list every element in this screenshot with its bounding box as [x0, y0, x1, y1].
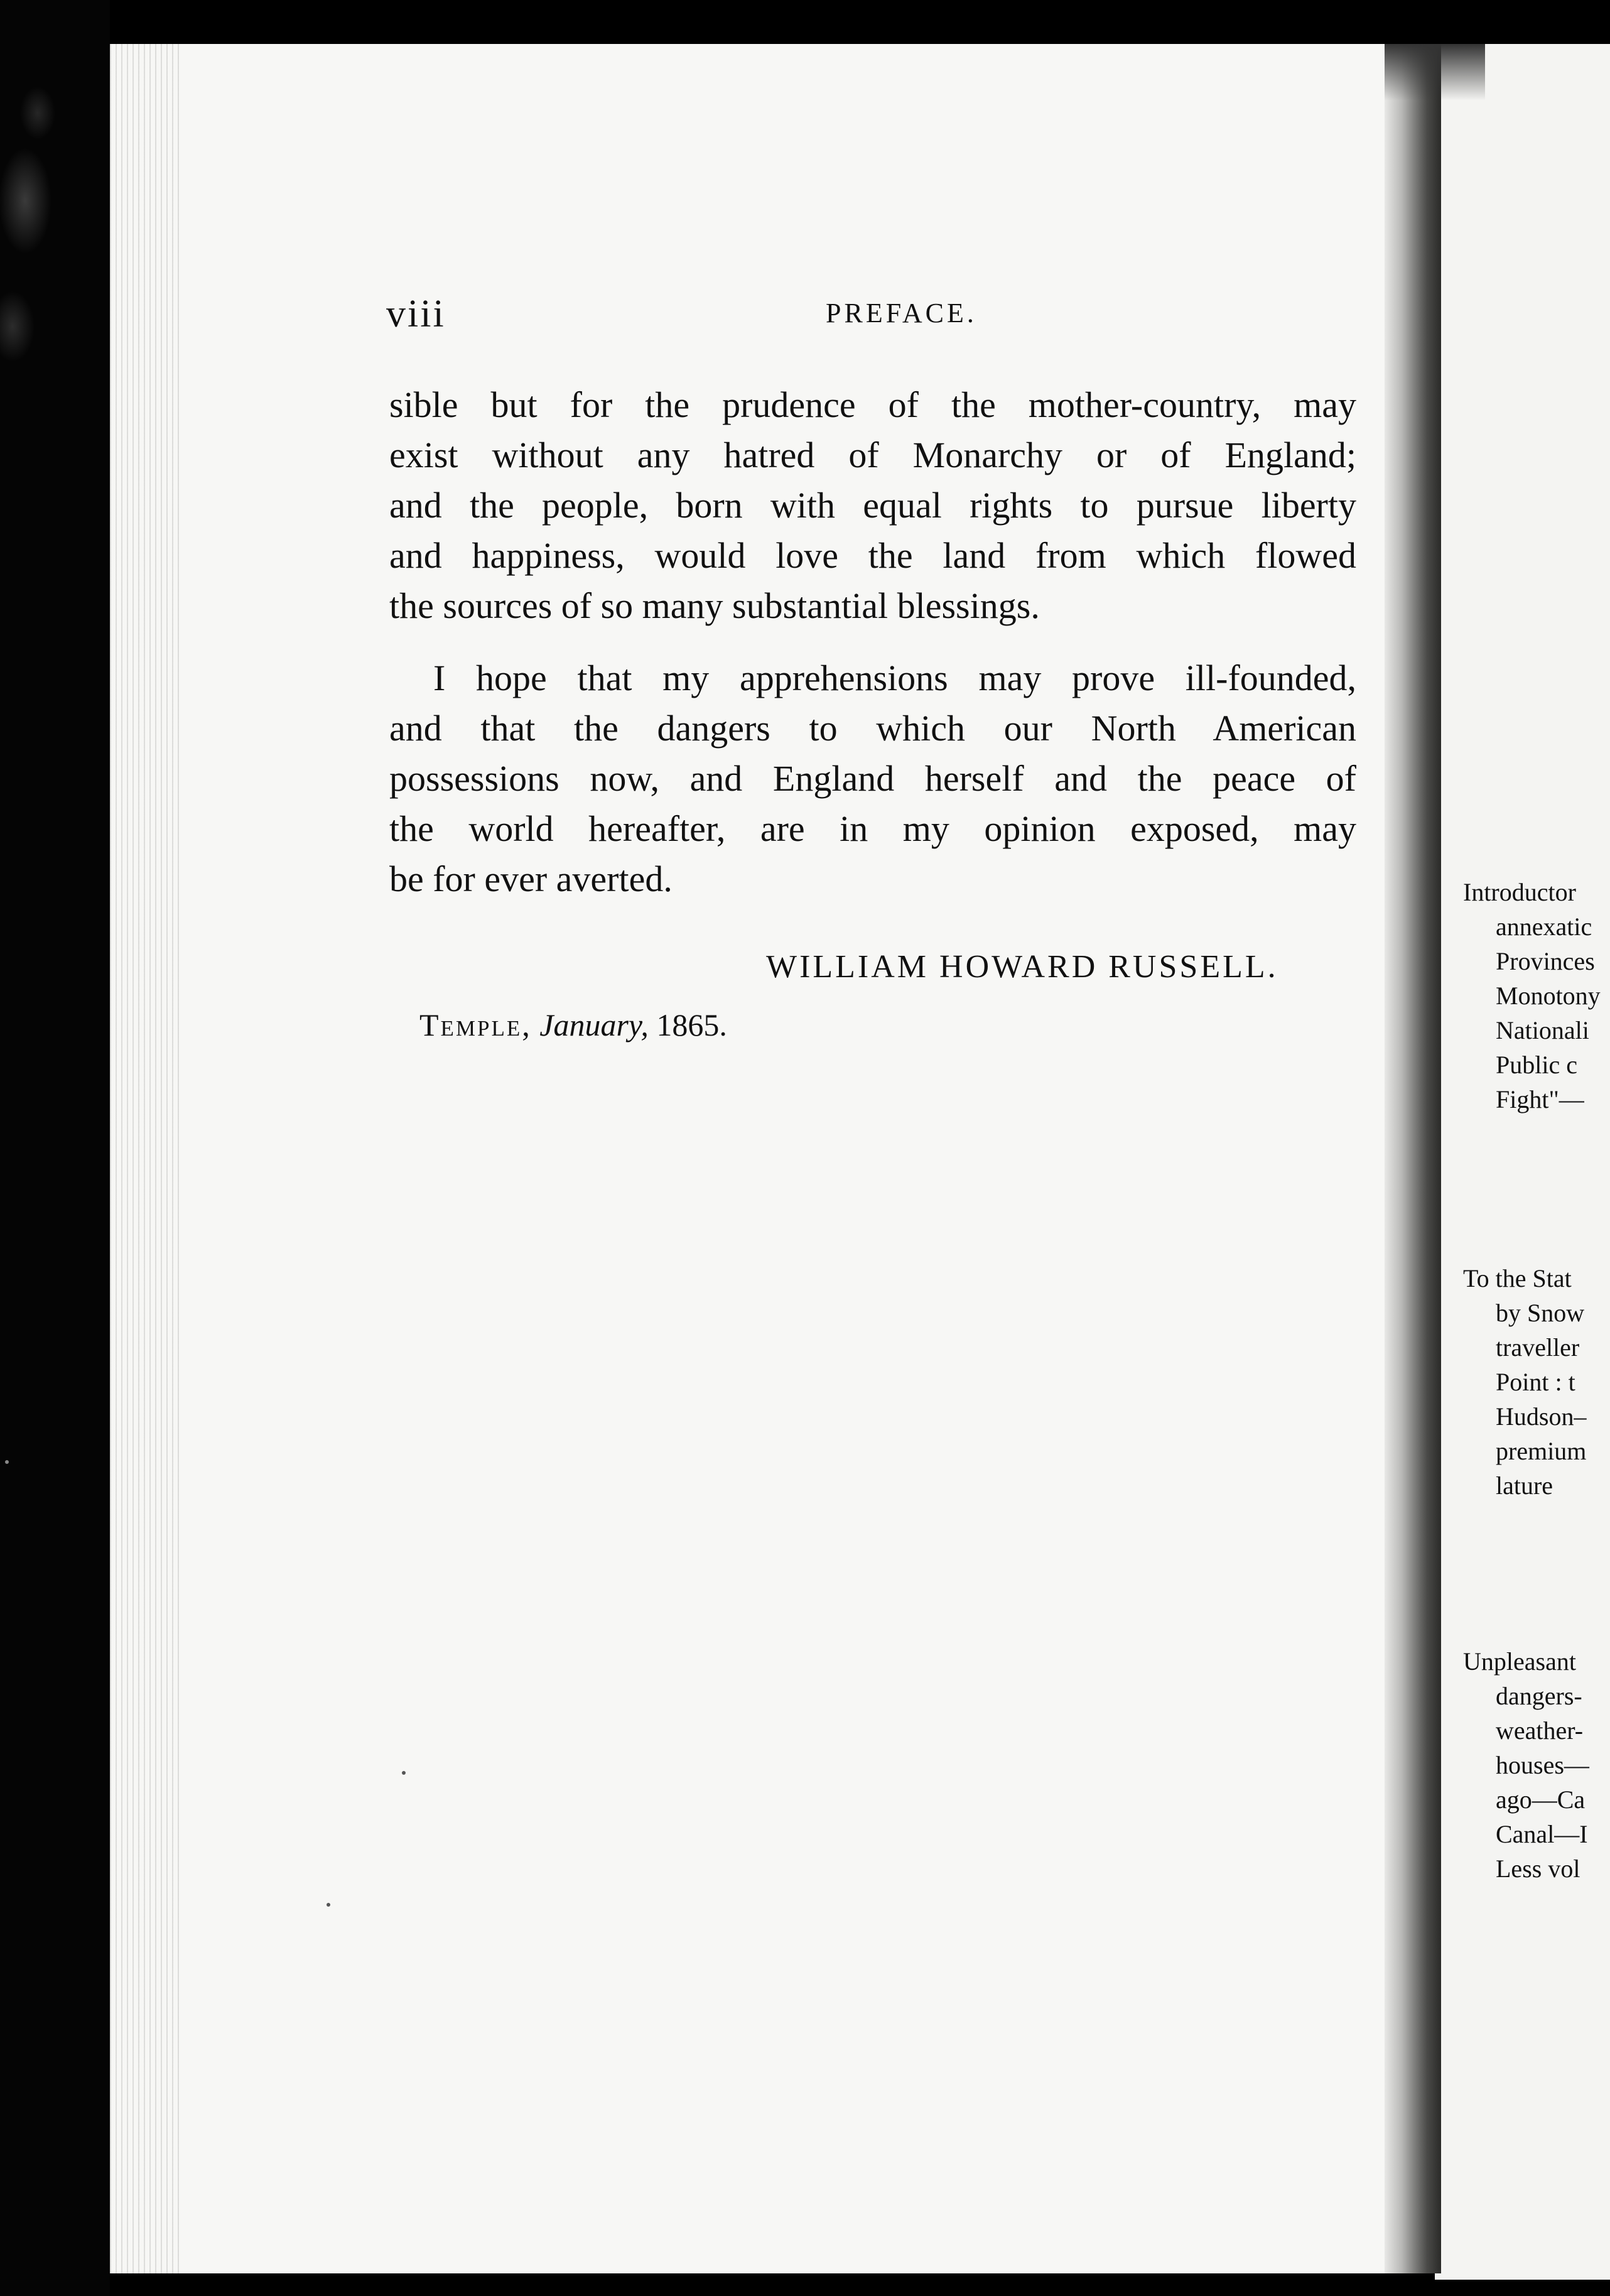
- dateline-place: Temple,: [419, 1007, 532, 1042]
- contents-line: houses—: [1496, 1751, 1589, 1779]
- text-line: possessions now, and England herself and the peace of: [389, 758, 1356, 799]
- contents-line: Monotony: [1496, 982, 1601, 1010]
- text-line: the sources of so many substantial blessings.: [389, 585, 1040, 626]
- contents-line: annexatic: [1496, 912, 1592, 941]
- gutter-shadow-top: [1385, 44, 1485, 100]
- text-line: sible but for the prudence of the mother-country, may: [389, 384, 1356, 425]
- contents-line: premium: [1496, 1437, 1587, 1465]
- ink-speck: [402, 1771, 406, 1775]
- contents-line: by Snow: [1496, 1299, 1585, 1327]
- contents-line: Hudson–: [1496, 1402, 1587, 1431]
- contents-line: To the Stat: [1463, 1264, 1572, 1292]
- dateline: [419, 1007, 727, 1043]
- contents-line: Introductor: [1463, 878, 1576, 906]
- gutter-shadow: [1385, 44, 1441, 2273]
- text-line: and the people, born with equal rights to pursue liberty: [389, 485, 1356, 526]
- contents-line: Provinces: [1496, 947, 1595, 975]
- page-number: viii: [386, 293, 446, 335]
- contents-line: Public c: [1496, 1051, 1577, 1079]
- text-line: and that the dangers to which our North American: [389, 708, 1356, 749]
- contents-line: Nationali: [1496, 1016, 1589, 1044]
- page-edges: [110, 44, 179, 2273]
- contents-line: lature: [1496, 1471, 1553, 1500]
- running-head: [386, 292, 1359, 342]
- text-line: exist without any hatred of Monarchy or of England;: [389, 435, 1356, 475]
- contents-line: traveller: [1496, 1333, 1580, 1362]
- contents-line: Fight"—: [1496, 1085, 1584, 1113]
- ink-speck: [327, 1903, 330, 1907]
- background-surface: [0, 0, 110, 2296]
- text-line: be for ever averted.: [389, 858, 673, 899]
- contents-line: weather-: [1496, 1716, 1584, 1745]
- text-line: and happiness, would love the land from which flowed: [389, 535, 1356, 576]
- text-line: I hope that my apprehensions may prove ill-founded,: [433, 658, 1356, 698]
- contents-line: Unpleasant: [1463, 1647, 1576, 1676]
- contents-line: dangers-: [1496, 1682, 1582, 1710]
- left-page: [110, 44, 1403, 2273]
- contents-line: Canal—I: [1496, 1820, 1588, 1848]
- right-page: [1435, 44, 1610, 2280]
- dateline-month: January,: [539, 1007, 649, 1042]
- author-signature: WILLIAM HOWARD RUSSELL.: [766, 949, 1278, 985]
- text-line: the world hereafter, are in my opinion exposed, may: [389, 808, 1356, 849]
- contents-line: Less vol: [1496, 1855, 1580, 1883]
- contents-line: ago—Ca: [1496, 1785, 1586, 1814]
- contents-line: Point : t: [1496, 1368, 1575, 1396]
- dateline-year: 1865.: [656, 1007, 727, 1042]
- ink-speck: [5, 1460, 9, 1464]
- running-title: PREFACE.: [826, 298, 977, 328]
